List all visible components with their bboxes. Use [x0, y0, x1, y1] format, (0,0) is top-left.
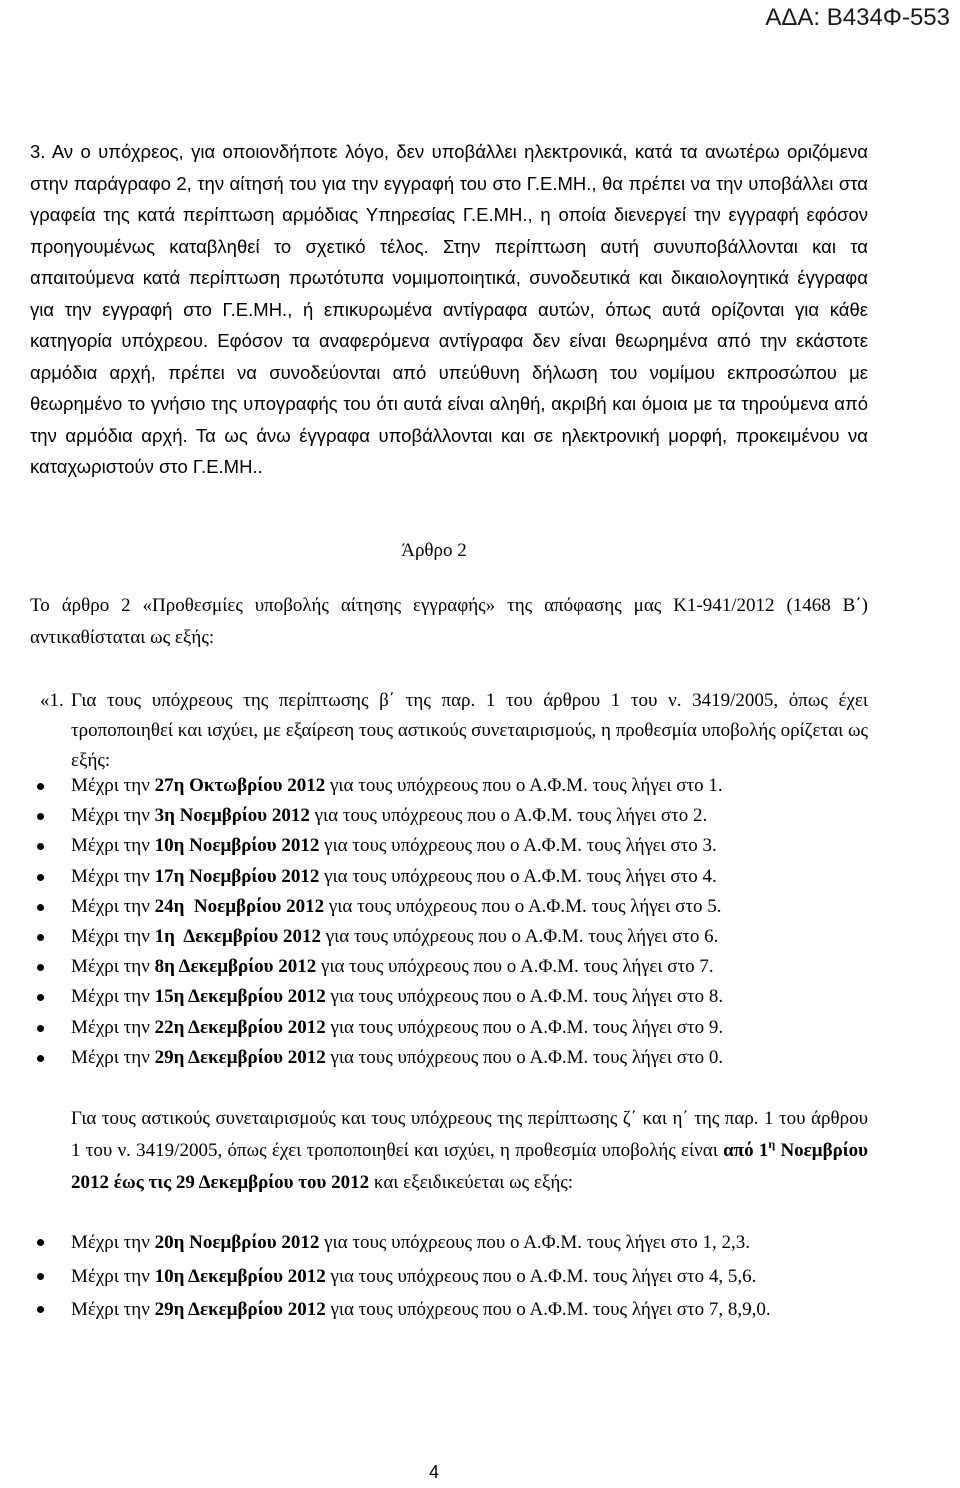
bullet-icon — [37, 843, 44, 850]
list-item: Μέχρι την 24η Νοεμβρίου 2012 για τους υπόχρεους που ο Α.Φ.Μ. τους λήγει στο 5. — [0, 892, 900, 922]
bullet-icon — [37, 964, 44, 971]
bullet-icon — [37, 1055, 44, 1062]
item-text: Για τους υπόχρεους της περίπτωσης β΄ της παρ. 1 του άρθρου 1 του ν. 3419/2005, όπως έχει τροποποιηθεί και ισχύει, με εξαίρεση τους αστικούς συνεταιρισμούς, η προθεσμία υποβολής ορίζεται ως εξής: — [71, 690, 868, 771]
bullet-icon — [37, 934, 44, 941]
item-number: «1. — [40, 690, 64, 711]
bullet-icon — [37, 1239, 44, 1246]
deadline-list-2 — [0, 1227, 900, 1328]
article-intro-paragraph: Το άρθρο 2 «Προθεσμίες υποβολής αίτησης εγγραφής» της απόφασης μας Κ1-941/2012 (1468 Β΄) αντικαθίσταται ως εξής: — [30, 595, 868, 648]
list-item: Μέχρι την 10η Νοεμβρίου 2012 για τους υπόχρεους που ο Α.Φ.Μ. τους λήγει στο 3. — [0, 831, 900, 861]
article-title: Άρθρο 2 — [401, 540, 467, 561]
deadline-list-1 — [0, 771, 900, 1073]
list-item: Μέχρι την 29η Δεκεμβρίου 2012 για τους υπόχρεους που ο Α.Φ.Μ. τους λήγει στο 0. — [0, 1043, 900, 1073]
paragraph-3: 3. Αν ο υπόχρεος, για οποιονδήποτε λόγο, δεν υποβάλλει ηλεκτρονικά, κατά τα ανωτέρω οριζόμενα στην παράγραφο 2, την αίτησή του για την εγγραφή του στο Γ.Ε.ΜΗ., θα πρέπει να την υποβάλλει στα γραφεία της κατά περίπτωση αρμόδιας Υπηρεσίας Γ.Ε.ΜΗ., η οποία διενεργεί την εγγραφή εφόσον προηγουμένως καταβληθεί το σχετικό τέλος. Στην περίπτωση αυτή συνυποβάλλονται και τα απαιτούμενα κατά περίπτωση πρωτότυπα νομιμοποιητικά, συνοδευτικά και δικαιολογητικά έγγραφα για την εγγραφή στο Γ.Ε.ΜΗ., ή επικυρωμένα αντίγραφα αυτών, όπως αυτά ορίζονται για κάθε κατηγορία υπόχρεου. Εφόσον τα αναφερόμενα αντίγραφα δεν είναι θεωρημένα από την εκάστοτε αρμόδια αρχή, πρέπει να συνοδεύονται από υπεύθυνη δήλωση του νομίμου εκπροσώπου με θεωρημένο το γνήσιο της υπογραφής του ότι αυτά είναι αληθή, ακριβή και όμοια με τα τηρούμενα από την αρμόδια αρχή. Τα ως άνω έγγραφα υποβάλλονται και σε ηλεκτρονική μορφή, προκειμένου να καταχωριστούν στο Γ.Ε.ΜΗ.. — [30, 141, 868, 477]
list-item: Μέχρι την 20η Νοεμβρίου 2012 για τους υπόχρεους που ο Α.Φ.Μ. τους λήγει στο 1, 2,3. — [0, 1227, 868, 1259]
list-item: Μέχρι την 27η Οκτωβρίου 2012 για τους υπόχρεους που ο Α.Φ.Μ. τους λήγει στο 1. — [0, 771, 900, 801]
bullet-icon — [37, 904, 44, 911]
list-item: Μέχρι την 3η Νοεμβρίου 2012 για τους υπόχρεους που ο Α.Φ.Μ. τους λήγει στο 2. — [0, 801, 900, 831]
bullet-icon — [37, 874, 44, 881]
ada-code: ΑΔΑ: Β434Φ-553 — [765, 4, 950, 31]
list-item: Μέχρι την 29η Δεκεμβρίου 2012 για τους υπόχρεους που ο Α.Φ.Μ. τους λήγει στο 7, 8,9,0. — [0, 1294, 868, 1326]
list-item: Μέχρι την 8η Δεκεμβρίου 2012 για τους υπόχρεους που ο Α.Φ.Μ. τους λήγει στο 7. — [0, 952, 900, 982]
list-item: Μέχρι την 15η Δεκεμβρίου 2012 για τους υπόχρεους που ο Α.Φ.Μ. τους λήγει στο 8. — [0, 982, 900, 1012]
bullet-icon — [37, 1025, 44, 1032]
list-item: Μέχρι την 17η Νοεμβρίου 2012 για τους υπόχρεους που ο Α.Φ.Μ. τους λήγει στο 4. — [0, 862, 900, 892]
list-item: Μέχρι την 10η Δεκεμβρίου 2012 για τους υπόχρεους που ο Α.Φ.Μ. τους λήγει στο 4, 5,6. — [0, 1261, 868, 1293]
bullet-icon — [37, 1306, 44, 1313]
list-item: Μέχρι την 1η Δεκεμβρίου 2012 για τους υπόχρεους που ο Α.Φ.Μ. τους λήγει στο 6. — [0, 922, 900, 952]
bullet-icon — [37, 783, 44, 790]
page-number: 4 — [428, 1462, 439, 1482]
bullet-icon — [37, 1273, 44, 1280]
bullet-icon — [37, 813, 44, 820]
cooperatives-paragraph: Για τους αστικούς συνεταιρισμούς και τους υπόχρεους της περίπτωσης ζ΄ και η΄ της παρ. 1 του άρθρου 1 του ν. 3419/2005, όπως έχει τροποποιηθεί και ισχύει, η προθεσμία υποβολής είναι από $1^\eta$ Νοεμβρίου 2012 έως τις 29 Δεκεμβρίου του 2012 και εξειδικεύεται ως εξής: — [71, 1108, 868, 1193]
bullet-icon — [37, 994, 44, 1001]
list-item: Μέχρι την 22η Δεκεμβρίου 2012 για τους υπόχρεους που ο Α.Φ.Μ. τους λήγει στο 9. — [0, 1013, 900, 1043]
